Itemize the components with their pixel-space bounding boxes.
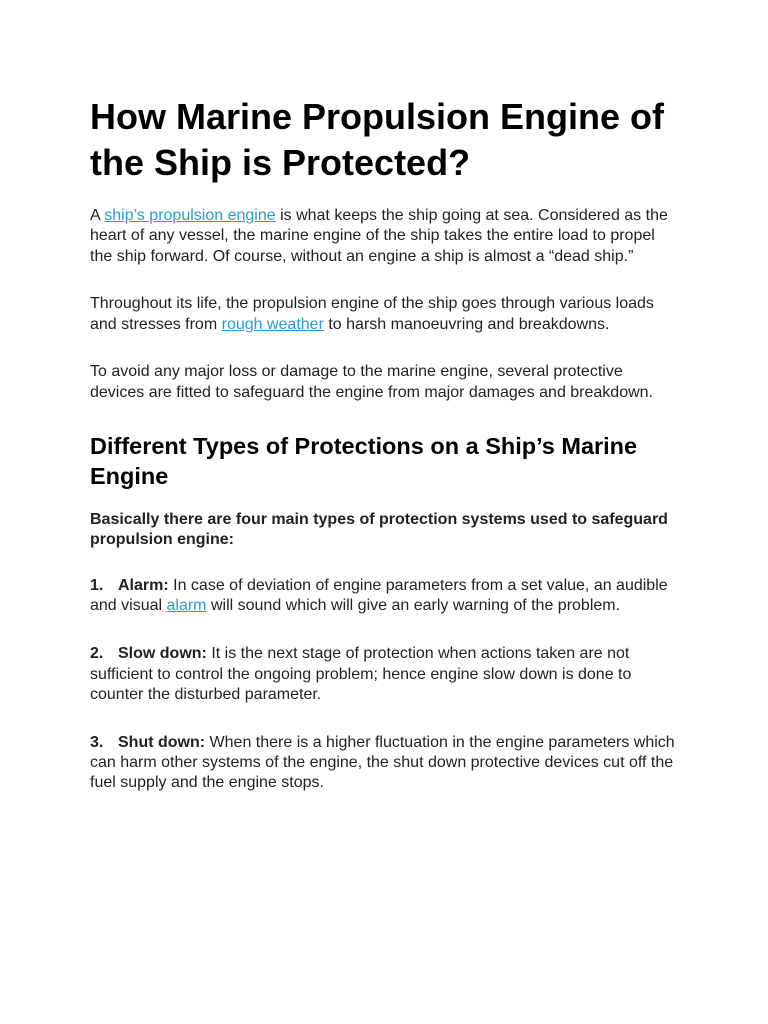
- list-item-title: Slow down:: [118, 645, 207, 663]
- list-item-title: Alarm:: [118, 577, 169, 595]
- section-heading: Different Types of Protections on a Ship’s Marine Engine: [90, 432, 638, 489]
- section-lead: Basically there are four main types of protection systems used to safeguard propulsion engine:: [90, 510, 668, 548]
- list-item-text: It is the next stage of protection when actions taken are not sufficient to control the ongoing problem; hence engine slow down is done to counter the disturbed parameter.: [90, 645, 632, 703]
- loads-paragraph: [90, 294, 678, 335]
- alarm-link[interactable]: alarm: [166, 597, 207, 615]
- intro-suffix: is what keeps the ship going at sea. Considered as the heart of any vessel, the marine engine of the ship takes the entire load to propel the ship forward. Of course, without an engine a ship is almost a “dead ship.”: [90, 207, 668, 265]
- page-title: How Marine Propulsion Engine of the Ship is Protected?: [90, 96, 665, 183]
- list-item-number: 1.: [90, 577, 104, 595]
- list-item-number: 2.: [90, 645, 104, 663]
- intro-prefix: A: [90, 207, 105, 224]
- rough-weather-link[interactable]: rough weather: [221, 315, 324, 333]
- intro-paragraph: [90, 206, 678, 267]
- list-item-shut-down: [90, 733, 678, 794]
- list-item-text-before: In case of deviation of engine parameters from a set value, an audible and visual: [90, 577, 668, 615]
- list-item-alarm: [90, 576, 678, 617]
- list-item-text-after: will sound which will give an early warning of the problem.: [206, 597, 621, 615]
- list-item-text: When there is a higher fluctuation in the engine parameters which can harm other systems of the engine, the shut down protective devices cut off the fuel supply and the engine stops.: [90, 733, 675, 792]
- protective-devices-paragraph: To avoid any major loss or damage to the marine engine, several protective devices are fitted to safeguard the engine from major damages and breakdown.: [90, 363, 653, 401]
- list-item-title: Shut down:: [118, 733, 206, 751]
- para2-suffix: to harsh manoeuvring and breakdowns.: [323, 315, 610, 333]
- list-item-slow-down: [90, 644, 678, 705]
- para2-prefix: Throughout its life, the propulsion engine of the ship goes through various loads and stresses from: [90, 295, 654, 333]
- ships-propulsion-engine-link[interactable]: ship’s propulsion engine: [104, 207, 276, 224]
- list-item-number: 3.: [90, 733, 104, 751]
